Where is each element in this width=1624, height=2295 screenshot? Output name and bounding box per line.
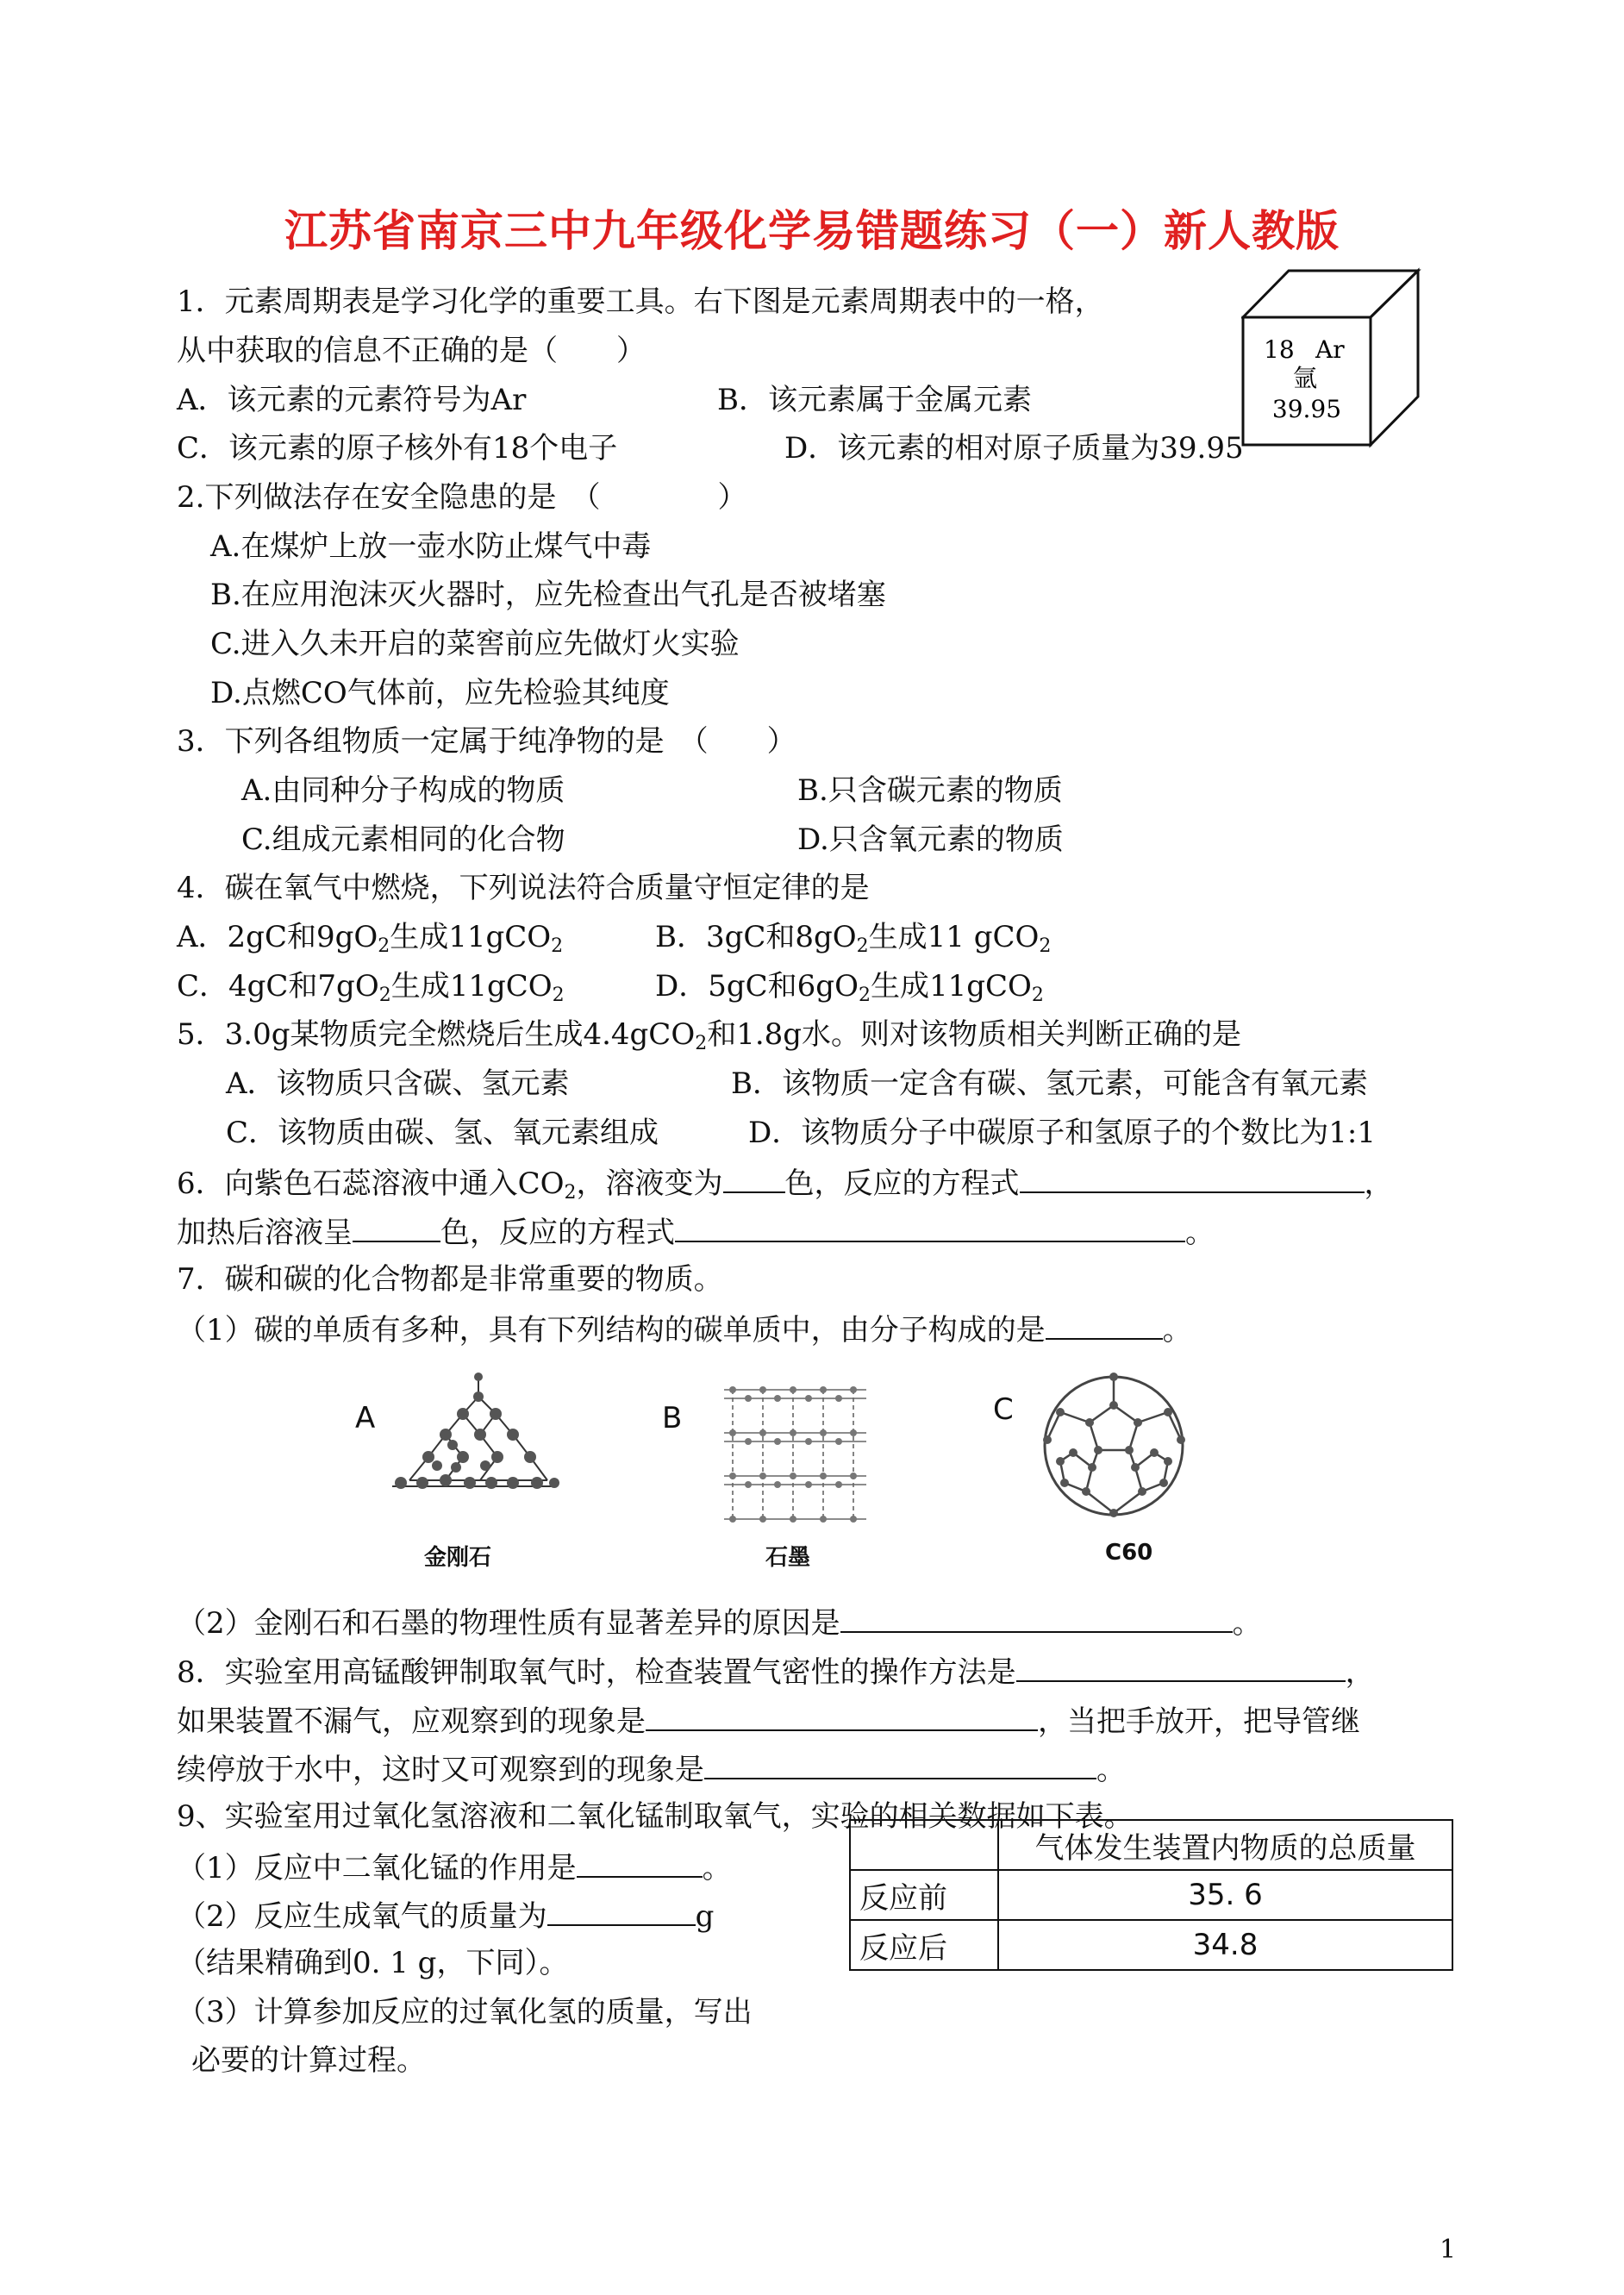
element-name: 氩 bbox=[1292, 364, 1318, 392]
table-row-label: 反应前 bbox=[850, 1870, 998, 1920]
structure-label-a: A bbox=[355, 1401, 376, 1435]
q7-stem: 7．碳和碳的化合物都是非常重要的物质。 bbox=[177, 1262, 723, 1297]
q4-option-b: B．3gC和$8gO_2$生成11 gCO$_2$ bbox=[655, 920, 1052, 957]
table-row-value: 35. 6 bbox=[998, 1870, 1452, 1920]
q7-part1: （1）碳的单质有多种，具有下列结构的碳单质中，由分子构成的是 。 bbox=[177, 1309, 1192, 1349]
q3-option-c: C.组成元素相同的化合物 bbox=[241, 822, 565, 857]
q4-option-a: A．2gC和$9gO_2$生成11gCO$_2$ bbox=[177, 920, 564, 957]
q5-option-d: D．该物质分子中碳原子和氢原子的个数比为1:1 bbox=[748, 1116, 1376, 1150]
q9-part3-line1: （3）计算参加反应的过氧化氢的质量，写出 bbox=[177, 1995, 753, 2029]
c60-structure-icon bbox=[1039, 1371, 1190, 1522]
q9-part1: （1）反应中二氧化锰的作用是 。 bbox=[177, 1847, 732, 1887]
structure-label-c: C bbox=[993, 1392, 1014, 1427]
q8-phenomenon-blank[interactable] bbox=[646, 1700, 1038, 1731]
diamond-structure-icon bbox=[384, 1373, 560, 1502]
page-number: 1 bbox=[1440, 2235, 1457, 2265]
q9-part2: （2）反应生成氧气的质量为 g bbox=[177, 1895, 714, 1935]
q8-line2: 如果装置不漏气，应观察到的现象是 ，当把手放开，把导管继 bbox=[177, 1700, 1360, 1741]
q4-option-d: D．5gC和$6gO_2$生成11gCO$_2$ bbox=[655, 969, 1044, 1006]
q4-stem: 4．碳在氧气中燃烧，下列说法符合质量守恒定律的是 bbox=[177, 871, 870, 905]
q7-part2-blank[interactable] bbox=[840, 1602, 1233, 1633]
q5-option-a: A．该物质只含碳、氢元素 bbox=[226, 1066, 570, 1101]
structure-caption-a: 金刚石 bbox=[424, 1545, 492, 1571]
graphite-structure-icon bbox=[715, 1373, 875, 1532]
mass-data-table bbox=[849, 1819, 1453, 1971]
q3-stem: 3．下列各组物质一定属于纯净物的是 （ ） bbox=[177, 724, 796, 759]
page-title: 江苏省南京三中九年级化学易错题练习（一）新人教版 bbox=[284, 205, 1340, 256]
q6-equation-blank[interactable] bbox=[1020, 1162, 1365, 1193]
table-row-value: 34.8 bbox=[998, 1920, 1452, 1970]
q2-option-b: B.在应用泡沫灭火器时，应先检查出气孔是否被堵塞 bbox=[210, 578, 886, 612]
table-row-label: 反应后 bbox=[850, 1920, 998, 1970]
element-symbol: Ar bbox=[1315, 335, 1345, 364]
q5-option-c: C．该物质由碳、氢、氧元素组成 bbox=[226, 1116, 659, 1150]
q9-part1-blank[interactable] bbox=[577, 1847, 703, 1878]
element-number: 18 bbox=[1264, 335, 1295, 364]
q9-part2-note: （结果精确到0. 1 g，下同）。 bbox=[177, 1946, 569, 1980]
q3-option-a: A.由同种分子构成的物质 bbox=[241, 773, 565, 808]
q9-part3-line2: 必要的计算过程。 bbox=[191, 2043, 426, 2078]
table-header-cell: 气体发生装置内物质的总质量 bbox=[998, 1820, 1452, 1870]
q9-part2-blank[interactable] bbox=[547, 1895, 696, 1926]
q6-heated-color-blank[interactable] bbox=[353, 1211, 440, 1242]
table-corner-cell bbox=[850, 1820, 998, 1870]
q8-release-phenomenon-blank[interactable] bbox=[704, 1748, 1096, 1779]
table-row bbox=[850, 1870, 1452, 1920]
table-row bbox=[850, 1820, 1452, 1870]
q6-line1: 6．向紫色石蕊溶液中通入$CO_2$，溶液变为 色，反应的方程式 ， bbox=[177, 1162, 1394, 1203]
element-mass: 39.95 bbox=[1271, 395, 1342, 423]
q2-stem: 2.下列做法存在安全隐患的是 （ ） bbox=[177, 480, 747, 515]
q6-line2: 加热后溶液呈 色，反应的方程式 。 bbox=[177, 1211, 1215, 1252]
q1-option-d: D．该元素的相对原子质量为39.95 bbox=[784, 431, 1244, 466]
q5-stem: 5．3.0g某物质完全燃烧后生成4.4gCO$_2$和1.8g水。则对该物质相关判断正确的是 bbox=[177, 1017, 1242, 1054]
q8-line3: 续停放于水中，这时又可观察到的现象是 。 bbox=[177, 1748, 1126, 1789]
q1-option-a: A．该元素的元素符号为Ar bbox=[177, 383, 527, 417]
structure-caption-c: C60 bbox=[1105, 1540, 1153, 1566]
q3-option-d: D.只含氧元素的物质 bbox=[797, 822, 1064, 857]
q1-option-c: C．该元素的原子核外有18个电子 bbox=[177, 431, 618, 466]
q2-option-a: A.在煤炉上放一壶水防止煤气中毒 bbox=[210, 529, 652, 564]
q2-option-c: C.进入久未开启的菜窖前应先做灯火实验 bbox=[210, 627, 740, 661]
element-cell-cube bbox=[1241, 267, 1431, 448]
q1-option-b: B．该元素属于金属元素 bbox=[717, 383, 1032, 417]
q7-part1-blank[interactable] bbox=[1046, 1309, 1163, 1340]
q4-option-c: C．4gC和$7gO_2$生成11gCO$_2$ bbox=[177, 969, 565, 1006]
q8-line1: 8．实验室用高锰酸钾制取氧气时，检查装置气密性的操作方法是 ， bbox=[177, 1651, 1375, 1692]
q6-color-blank[interactable] bbox=[723, 1162, 785, 1193]
table-row bbox=[850, 1920, 1452, 1970]
q5-option-b: B．该物质一定含有碳、氢元素，可能含有氧元素 bbox=[731, 1066, 1368, 1101]
q2-option-d: D.点燃CO气体前，应先检验其纯度 bbox=[210, 676, 670, 710]
structure-caption-b: 石墨 bbox=[765, 1545, 811, 1571]
q6-heated-equation-blank[interactable] bbox=[675, 1211, 1185, 1242]
q9-stem: 9、实验室用过氧化氢溶液和二氧化锰制取氧气，实验的相关数据如下表。 bbox=[177, 1799, 1134, 1834]
q7-part2: （2）金刚石和石墨的物理性质有显著差异的原因是 。 bbox=[177, 1602, 1262, 1642]
structure-label-b: B bbox=[662, 1401, 683, 1435]
q3-option-b: B.只含碳元素的物质 bbox=[797, 773, 1063, 808]
q1-stem-line1: 1．元素周期表是学习化学的重要工具。右下图是元素周期表中的一格， bbox=[177, 285, 1104, 319]
q8-method-blank[interactable] bbox=[1016, 1651, 1346, 1682]
q1-stem-line2: 从中获取的信息不正确的是（ ） bbox=[177, 334, 646, 368]
